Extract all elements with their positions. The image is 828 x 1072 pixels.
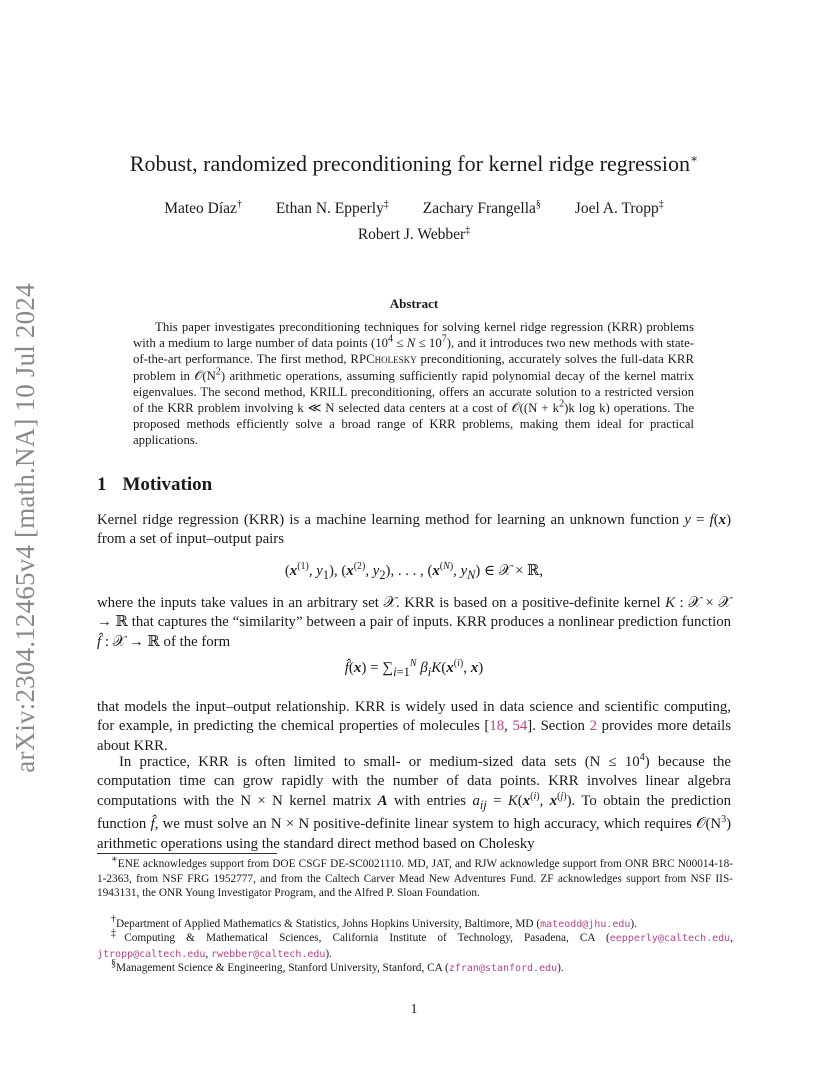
paragraph: Kernel ridge regression (KRR) is a machine learning method for learning an unknown function y = f(x) from a set of input–output pairs: [97, 512, 731, 548]
author: Mateo Díaz†: [164, 198, 242, 217]
footnote: ∗ENE acknowledges support from DOE CSGF DE-SC0021110. MD, JAT, and RJW acknowledge support from ONR BRC N00014-18-1-2363, from NSF FRG 1952777, and from the Caltech Carver Mead New Adventures Fund. ZF acknowledges support from NSF IIS-1943131, the ONR Young Investigator Program, and the Alfred P. Sloan Foundation.: [97, 854, 733, 900]
author-line-2: [0, 226, 828, 244]
arxiv-sidebar-stamp: arXiv:2304.12465v4 [math.NA] 10 Jul 2024: [10, 283, 40, 773]
author: Robert J. Webber‡: [357, 224, 471, 243]
author-line-1: [0, 200, 828, 218]
paragraph: that models the input–output relationship. KRR is widely used in data science and scientific computing, for example, in predicting the chemical properties of molecules [18, 54]. Section 2 provides more details about KRR.: [97, 699, 731, 754]
paper-title: [0, 151, 828, 177]
email-link[interactable]: mateodd@jhu.edu: [540, 919, 631, 930]
equation-data-pairs: ($x^{(1)}$, $y_1$), ($x^{(2)}$, $y_2$), . . . , ($x^{(N)}$, $y_N$) ∈ 𝒳 × ℝ,: [284, 561, 544, 582]
section-heading: [97, 474, 212, 496]
author: Zachary Frangella§: [422, 198, 541, 217]
email-link[interactable]: rwebber@caltech.edu: [211, 948, 326, 960]
author: Joel A. Tropp‡: [574, 198, 664, 217]
section-reference-link[interactable]: 2: [589, 718, 598, 735]
footnote: §Management Science & Engineering, Stanford University, Stanford, CA (zfran@stanford.edu).: [111, 958, 564, 974]
abstract-heading: Abstract: [389, 296, 439, 311]
paragraph: In practice, KRR is often limited to small- or medium-sized data sets $(N \le 10^4)$ because the computation time can grow rapidly with the number of data points. KRR involves linear algebra computations with the N × N kernel matrix A with entries $a_{ij} = K(x^{(i)}$, $x^{(j)}$). To obtain the prediction function f̂, we must solve an N × N positive-definite linear system to high accuracy, which requires $𝒪(N^3)$ arithmetic operations using the standard direct method based on Cholesky: [97, 752, 732, 852]
abstract-body: This paper investigates preconditioning techniques for solving kernel ridge regression (KRR) problems with a medium to large number of data points $(10^4 \le N \le 10^7)$, and it introduces two new methods with state-of-the-art performance. The first method, RPCholesky preconditioning, accurately solves the full-data KRR problem in $𝒪(N^2)$ arithmetic operations, assuming sufficiently rapid polynomial decay of the kernel matrix eigenvalues. The second method, KRILL preconditioning, offers an accurate solution to a restricted version of the KRR problem involving k ≪ N selected data centers at a cost of 𝒪((N + $k^2)k$ log k) operations. The proposed methods efficiently solve a broad range of KRR problems, making them ideal for practical applications.: [133, 320, 695, 448]
author: Ethan N. Epperly‡: [275, 198, 389, 217]
section-title: Motivation: [122, 474, 213, 495]
equation-prediction-function: f̂(x) = $\sum_{i=1}^N$ $\beta_iK(x^{(i)}$, x): [344, 658, 484, 679]
paragraph: where the inputs take values in an arbitrary set 𝒳. KRR is based on a positive-definite kernel K : 𝒳 × 𝒳 → ℝ that captures the “similarity” between a pair of inputs. KRR produces a nonlinear prediction function f̂ : 𝒳 → ℝ of the form: [97, 595, 732, 650]
section-number: 1: [97, 474, 107, 495]
title-footnote-mark: ∗: [690, 151, 699, 166]
email-link[interactable]: zfran@stanford.edu: [448, 963, 558, 974]
citation-link[interactable]: 54: [512, 718, 528, 735]
footnote: ‡Computing & Mathematical Sciences, California Institute of Technology, Pasadena, CA (eepperly@caltech.edu, jtropp@caltech.edu, rwebber@caltech.edu).: [97, 928, 734, 960]
citation-link[interactable]: 18: [489, 718, 505, 735]
paper-title-text: Robust, randomized preconditioning for kernel ridge regression: [129, 151, 691, 176]
page-number: 1: [410, 1002, 418, 1017]
footnote-rule: [97, 853, 277, 854]
email-link[interactable]: eepperly@caltech.edu: [609, 933, 731, 944]
email-link[interactable]: jtropp@caltech.edu: [97, 948, 206, 960]
footnote: †Department of Applied Mathematics & Statistics, Johns Hopkins University, Baltimore, MD (mateodd@jhu.edu).: [111, 914, 638, 930]
